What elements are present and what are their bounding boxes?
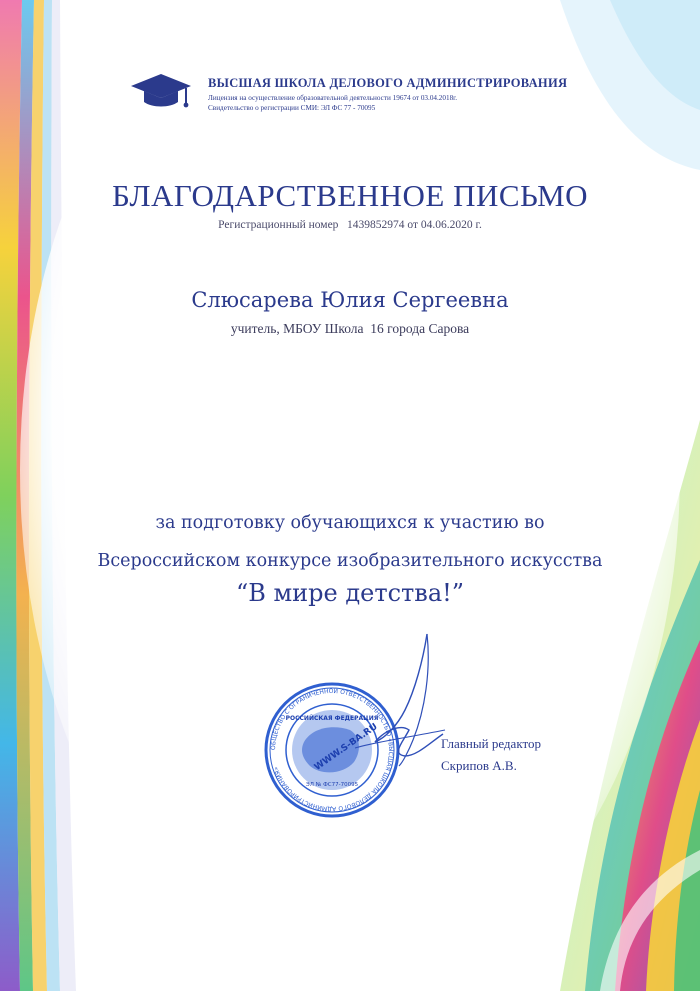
reason-line-2: Всероссийском конкурсе изобразительного искусства	[97, 551, 603, 571]
recipient-position: учитель, МБОУ Школа 16 города Сарова	[230, 321, 470, 336]
registration-line: Свидетельство о регистрации СМИ: ЭЛ ФС 77 - 70095	[208, 104, 376, 112]
stamp-ring-text: ОБЩЕСТВО С ОГРАНИЧЕННОЙ ОТВЕТСТВЕННОСТЬЮ «ВЫСШАЯ ШКОЛА ДЕЛОВОГО АДМИНИСТРИРОВАНИЯ»	[269, 687, 395, 813]
recipient-name: Слюсарева Юлия Сергеевна	[191, 288, 509, 312]
org-logo	[128, 70, 194, 114]
signatory-name: Скрипов А.В.	[441, 758, 517, 773]
registration-number: Регистрационный номер 1439852974 от 04.06.2020 г.	[218, 219, 482, 231]
signatory-role: Главный редактор	[441, 736, 541, 751]
stamp-site: WWW.S-BA.RU	[312, 721, 380, 773]
stamp-country: РОССИЙСКАЯ ФЕДЕРАЦИЯ	[285, 715, 379, 722]
stamp-reg: ЭЛ № ФС77-70095	[305, 782, 359, 788]
certificate-title: БЛАГОДАРСТВЕННОЕ ПИСЬМО	[111, 178, 589, 213]
contest-name: “В мире детства!”	[235, 579, 465, 607]
reason-line-1: за подготовку обучающихся к участию во	[155, 513, 545, 533]
graduation-cap-icon	[128, 70, 194, 114]
org-name: ВЫСШАЯ ШКОЛА ДЕЛОВОГО АДМИНИСТРИРОВАНИЯ	[208, 76, 568, 90]
license-line: Лицензия на осуществление образовательной деятельности 19674 от 03.04.2018г.	[208, 94, 458, 102]
handwritten-signature	[345, 630, 455, 770]
